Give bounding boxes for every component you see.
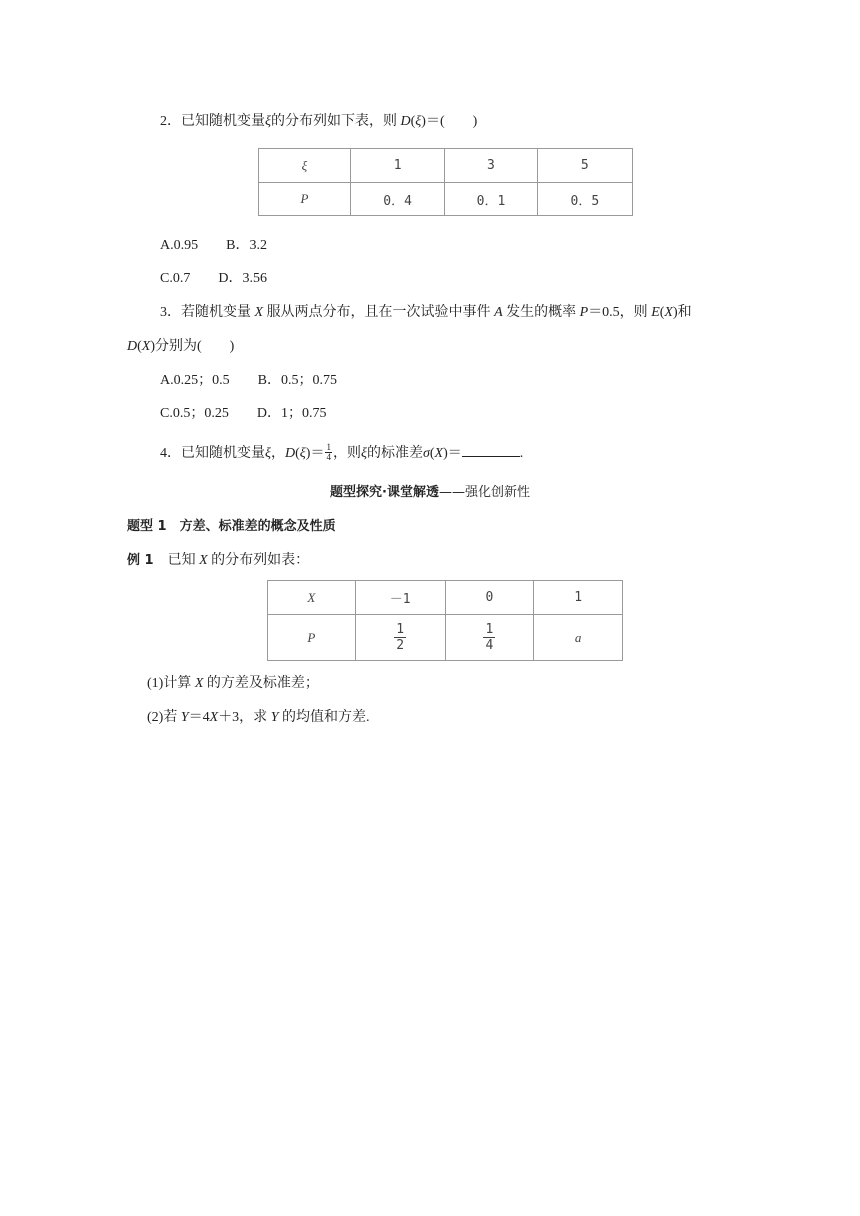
var-Y: Y [180,710,189,725]
fraction-denominator: 4 [485,638,494,653]
fraction-numerator: 1 [326,442,331,453]
table-cell: 0 [445,581,534,615]
table-cell: a [534,615,623,661]
q3-text: 3．若随机变量 [160,305,255,320]
section-heading-subtitle: ——强化创新性 [438,485,530,500]
question-2-stem [160,113,477,131]
fraction-one-half [394,622,406,653]
example-1-part-1 [147,675,319,693]
q4-text: . [519,446,524,461]
q4-text: 的标准差 [366,446,423,461]
ex1-text: (2)若 [147,710,181,725]
table-row [259,183,633,216]
var-D: D [285,446,296,461]
xi-symbol: ξ [265,114,271,129]
distribution-table-xi [258,148,633,216]
distribution-table-x [267,580,623,661]
table-cell: P [259,183,351,216]
var-X: X [664,305,673,320]
fraction-numerator: 1 [396,622,405,637]
table-row [268,581,623,615]
var-X: X [199,553,208,568]
table-cell: 3 [445,149,537,183]
ex1-text: (1)计算 [147,676,195,691]
q3-text: 服从两点分布，且在一次试验中事件 [263,305,495,320]
table-cell: X [268,581,356,615]
table-cell: ξ [259,149,351,183]
table-row [259,149,633,183]
example-1-stem [127,552,309,570]
q3-options-cd: C.0.5；0.25 D．1；0.75 [160,406,327,421]
var-D: D [127,339,138,354]
xi-symbol: ξ [299,446,306,461]
q4-text: ( [429,446,435,461]
table-cell: 1 [534,581,623,615]
var-X: X [209,710,219,725]
q3-text: )和 [672,305,692,320]
q3-options-ab: A.0.25；0.5 B．0.5；0.75 [160,373,337,388]
ex1-text: ＝4 [188,710,210,725]
q2-options-ab: A.0.95 B．3.2 [160,238,267,253]
xi-symbol: ξ [360,446,367,461]
question-3-stem-line1 [160,304,692,322]
ex1-text: 的方差及标准差； [203,676,319,691]
var-P: P [579,305,589,320]
sigma-symbol: σ [422,446,430,461]
question-3-stem-line2 [127,338,234,356]
example-label: 例 1 [127,553,154,568]
fraction-numerator: 1 [485,622,494,637]
section-heading-bold: 题型探究·课堂解透 [330,485,439,500]
ex1-text: 的均值和方差. [278,710,370,725]
q3-text: ( [659,305,665,320]
q2-text-a: 2．已知随机变量 [160,114,265,129]
var-A: A [494,305,503,320]
ex1-text: 的分布列如表： [207,553,310,568]
q2-paren: ( [410,114,416,129]
q3-text: ＝0.5，则 [588,305,652,320]
q3-text: 发生的概率 [502,305,580,320]
var-X: X [194,676,204,691]
q2-text-b: 的分布列如下表，则 [271,114,401,129]
var-Y: Y [270,710,279,725]
var-D: D [400,114,411,129]
q2-text-c: )＝( ) [421,114,478,129]
var-X: X [434,446,444,461]
fraction-one-quarter [483,622,495,653]
table-cell: 0．1 [445,183,537,216]
q4-text: ，则 [332,446,361,461]
q2-options-cd: C.0.7 D．3.56 [160,271,267,286]
table-cell: 0．4 [350,183,444,216]
table-cell: 0．5 [537,183,632,216]
question-4-stem [160,443,523,463]
q4-text: )＝ [305,446,325,461]
fraction-denominator: 4 [326,452,331,463]
q4-text: ， [271,446,285,461]
table-cell: 1 [350,149,444,183]
xi-symbol: ξ [265,446,271,461]
fraction-denominator: 2 [396,638,405,653]
q4-text: 4．已知随机变量 [160,446,265,461]
var-X: X [254,305,264,320]
table-cell: P [268,615,356,661]
q3-text: )分别为( ) [150,339,235,354]
ex1-text: 已知 [153,553,200,568]
section-heading [330,484,530,502]
table-row [268,615,623,661]
fraction-one-quarter [325,443,332,462]
ex1-text: ＋3，求 [218,710,271,725]
table-cell [445,615,534,661]
q4-text: )＝ [443,446,462,461]
type-1-heading: 题型 1 方差、标准差的概念及性质 [127,519,336,534]
var-E: E [651,305,660,320]
table-cell [355,615,445,661]
q4-text: ( [295,446,300,461]
xi-symbol: ξ [415,114,422,129]
table-cell: 5 [537,149,632,183]
answer-blank [462,443,520,457]
q3-text: ( [137,339,142,354]
example-1-part-2 [147,709,369,727]
var-X: X [141,339,151,354]
table-cell: －1 [355,581,445,615]
